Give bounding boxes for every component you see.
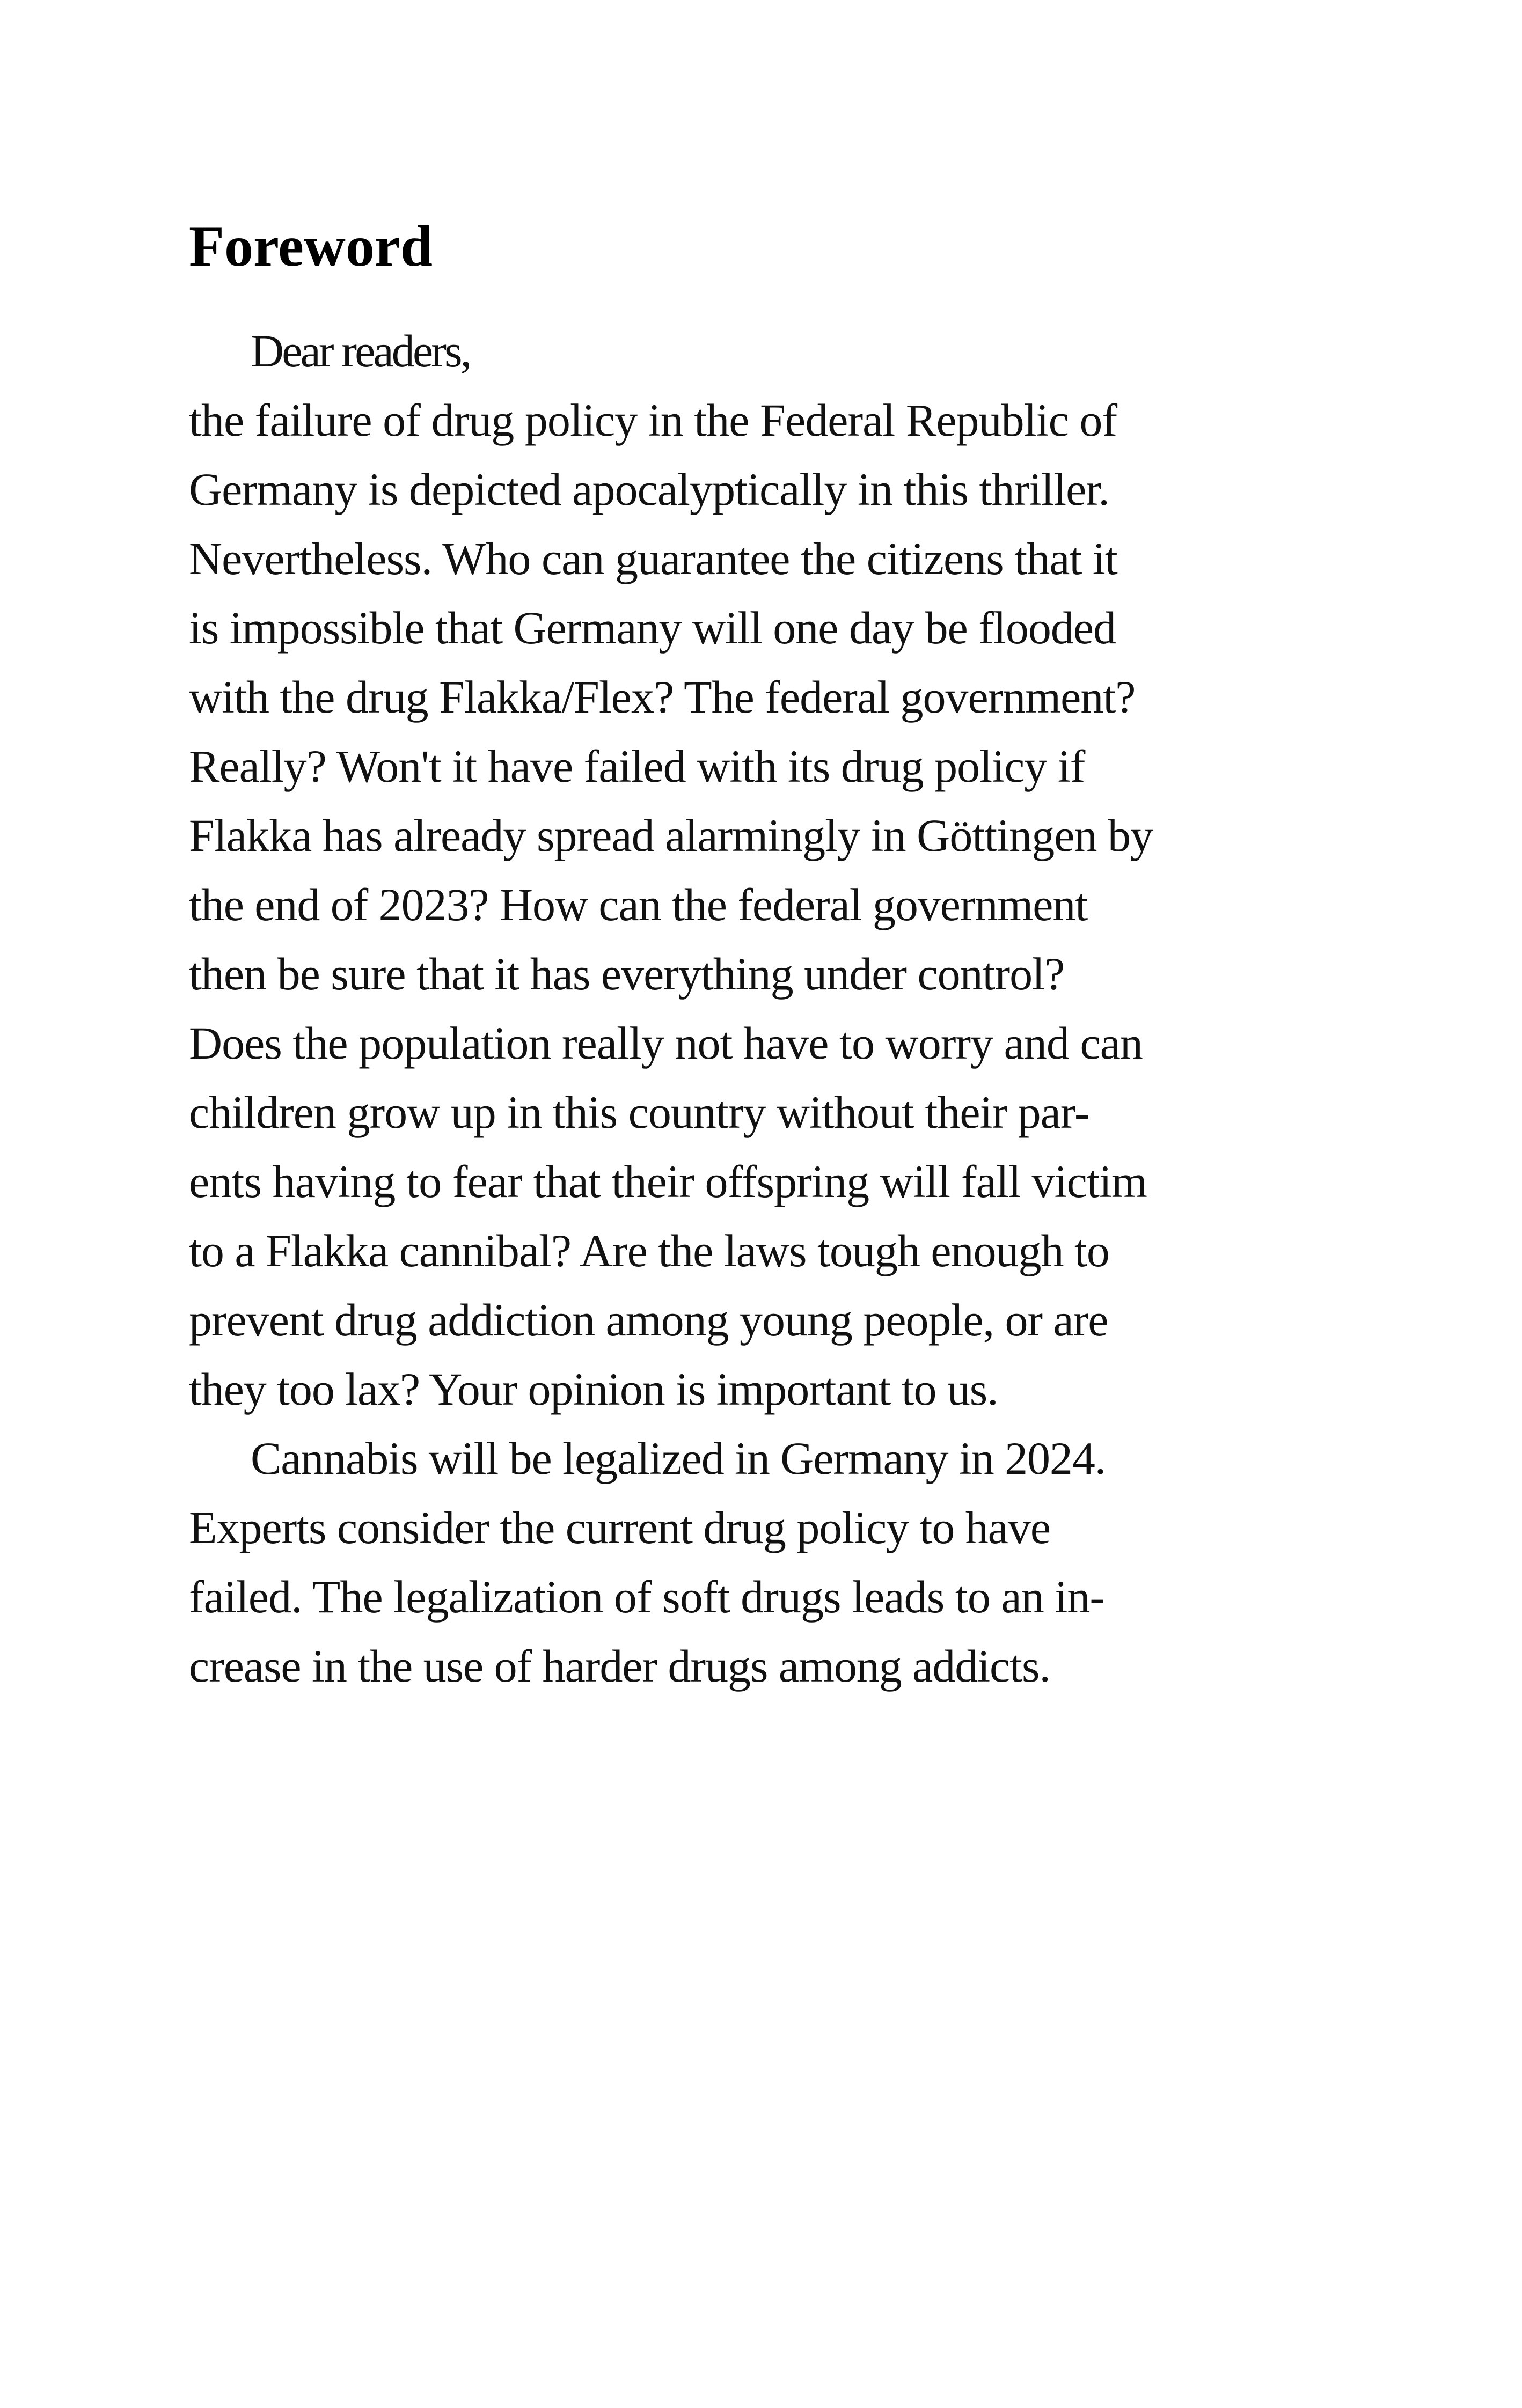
text-line: Does the population really not have to worry and can <box>189 1017 1143 1069</box>
text-line: Nevertheless. Who can guarantee the citizens that it <box>189 533 1117 584</box>
text-line: ents having to fear that their offspring will fall victim <box>189 1156 1147 1207</box>
text-line: to a Flakka cannibal? Are the laws tough enough to <box>189 1225 1109 1276</box>
text-line: children grow up in this country without their par- <box>189 1086 1089 1138</box>
text-line: then be sure that it has everything under control? <box>189 948 1065 1000</box>
text-line: failed. The legalization of soft drugs leads to an in- <box>189 1571 1105 1623</box>
page-title: Foreword <box>189 215 433 278</box>
text-line: Germany is depicted apocalyptically in this thriller. <box>189 464 1109 515</box>
text-line: prevent drug addiction among young people, or are <box>189 1294 1108 1346</box>
text-line: is impossible that Germany will one day be flooded <box>189 602 1116 654</box>
text-line: the failure of drug policy in the Federal Republic of <box>189 394 1117 446</box>
text-line: Dear readers, <box>251 325 470 377</box>
text-line: the end of 2023? How can the federal government <box>189 879 1088 930</box>
text-line: they too lax? Your opinion is important to us. <box>189 1363 998 1415</box>
text-line: Flakka has already spread alarmingly in Göttingen by <box>189 810 1153 861</box>
text-line: Really? Won't it have failed with its drug policy if <box>189 740 1085 792</box>
text-line: Experts consider the current drug policy to have <box>189 1502 1050 1553</box>
text-line: Cannabis will be legalized in Germany in 2024. <box>251 1433 1106 1484</box>
text-line: crease in the use of harder drugs among addicts. <box>189 1640 1050 1692</box>
text-line: with the drug Flakka/Flex? The federal government? <box>189 671 1136 723</box>
body-text <box>189 317 1359 1701</box>
